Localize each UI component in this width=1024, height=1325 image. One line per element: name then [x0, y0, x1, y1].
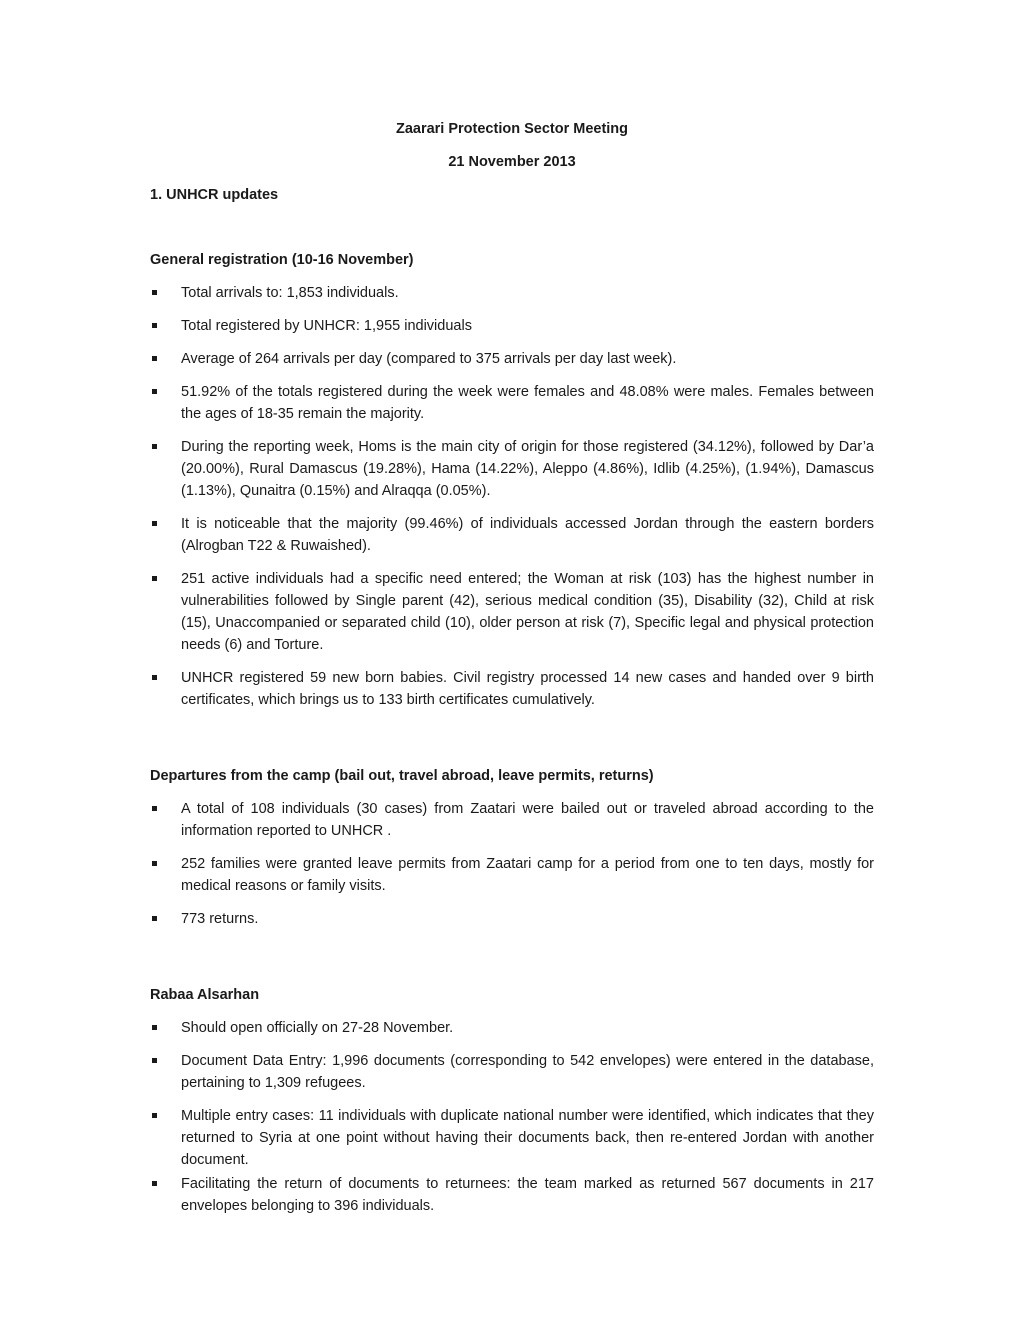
square-bullet-icon [152, 675, 157, 680]
square-bullet-icon [152, 389, 157, 394]
list-item [150, 1105, 874, 1171]
list-item-text: 773 returns. [181, 911, 259, 927]
square-bullet-icon [152, 1058, 157, 1063]
list-item [150, 853, 874, 897]
list-item [150, 282, 874, 304]
list-item [150, 667, 874, 711]
list-item [150, 348, 874, 370]
document-date: 21 November 2013 [448, 154, 576, 170]
list-item [150, 436, 874, 502]
list-item-text: A total of 108 individuals (30 cases) from Zaatari were bailed out or traveled abroad according to the information reported to UNHCR . [181, 801, 874, 839]
square-bullet-icon [152, 916, 157, 921]
general-registration-list [150, 282, 874, 711]
spacer [150, 722, 874, 765]
list-item [150, 513, 874, 557]
list-item-text: Average of 264 arrivals per day (compared to 375 arrivals per day last week). [181, 351, 677, 367]
spacer [150, 941, 874, 984]
departures-list [150, 798, 874, 930]
spacer [150, 206, 874, 249]
list-item [150, 1017, 874, 1039]
list-item-text: Multiple entry cases: 11 individuals with duplicate national number were identified, which indicates that they returned to Syria at one point without having their documents back, then re-entered Jordan with another document. [181, 1108, 874, 1168]
list-item-text: Facilitating the return of documents to returnees: the team marked as returned 567 documents in 217 envelopes belonging to 396 individuals. [181, 1176, 874, 1214]
square-bullet-icon [152, 356, 157, 361]
list-item-text: Total registered by UNHCR: 1,955 individuals [181, 318, 472, 334]
list-item-text: 252 families were granted leave permits from Zaatari camp for a period from one to ten days, mostly for medical reasons or family visits. [181, 856, 874, 894]
rabaa-alsarhan-heading: Rabaa Alsarhan [150, 987, 260, 1003]
square-bullet-icon [152, 444, 157, 449]
document-title: Zaarari Protection Sector Meeting [395, 121, 629, 137]
document-body [150, 118, 874, 1228]
list-item [150, 908, 874, 930]
square-bullet-icon [152, 290, 157, 295]
list-item-text: Should open officially on 27-28 November. [181, 1020, 454, 1036]
list-item-text: It is noticeable that the majority (99.46%) of individuals accessed Jordan through the eastern borders (Alrogban T22 & Ruwaished). [181, 516, 874, 554]
square-bullet-icon [152, 1113, 157, 1118]
general-registration-heading: General registration (10-16 November) [150, 252, 414, 268]
square-bullet-icon [152, 1181, 157, 1186]
square-bullet-icon [152, 521, 157, 526]
section-heading-unhcr-updates: 1. UNHCR updates [150, 187, 279, 203]
list-item [150, 381, 874, 425]
square-bullet-icon [152, 861, 157, 866]
square-bullet-icon [152, 1025, 157, 1030]
list-item-text: 251 active individuals had a specific need entered; the Woman at risk (103) has the highest number in vulnerabilities followed by Single parent (42), serious medical condition (35), Disability (32), Child at risk (15), Unaccompanied or separated child (10), older person at risk (7), Specific legal and physical protection needs (6) and Torture. [181, 571, 874, 653]
square-bullet-icon [152, 576, 157, 581]
departures-heading: Departures from the camp (bail out, travel abroad, leave permits, returns) [150, 768, 654, 784]
list-item [150, 315, 874, 337]
list-item-text: Total arrivals to: 1,853 individuals. [181, 285, 399, 301]
list-item-text: During the reporting week, Homs is the main city of origin for those registered (34.12%), followed by Dar’a (20.00%), Rural Damascus (19.28%), Hama (14.22%), Aleppo (4.86%), Idlib (4.25%), (1.94%), Damascus (1.13%), Qunaitra (0.15%) and Alraqqa (0.05%). [181, 439, 874, 499]
list-item [150, 1173, 874, 1217]
list-item-text: 51.92% of the totals registered during the week were females and 48.08% were males. Females between the ages of 18-35 remain the majority. [181, 384, 874, 422]
list-item [150, 568, 874, 656]
list-item [150, 1050, 874, 1094]
list-item-text: UNHCR registered 59 new born babies. Civil registry processed 14 new cases and handed over 9 birth certificates, which brings us to 133 birth certificates cumulatively. [181, 670, 874, 708]
square-bullet-icon [152, 806, 157, 811]
list-item [150, 798, 874, 842]
list-item-text: Document Data Entry: 1,996 documents (corresponding to 542 envelopes) were entered in the database, pertaining to 1,309 refugees. [181, 1053, 874, 1091]
square-bullet-icon [152, 323, 157, 328]
rabaa-alsarhan-list [150, 1017, 874, 1217]
